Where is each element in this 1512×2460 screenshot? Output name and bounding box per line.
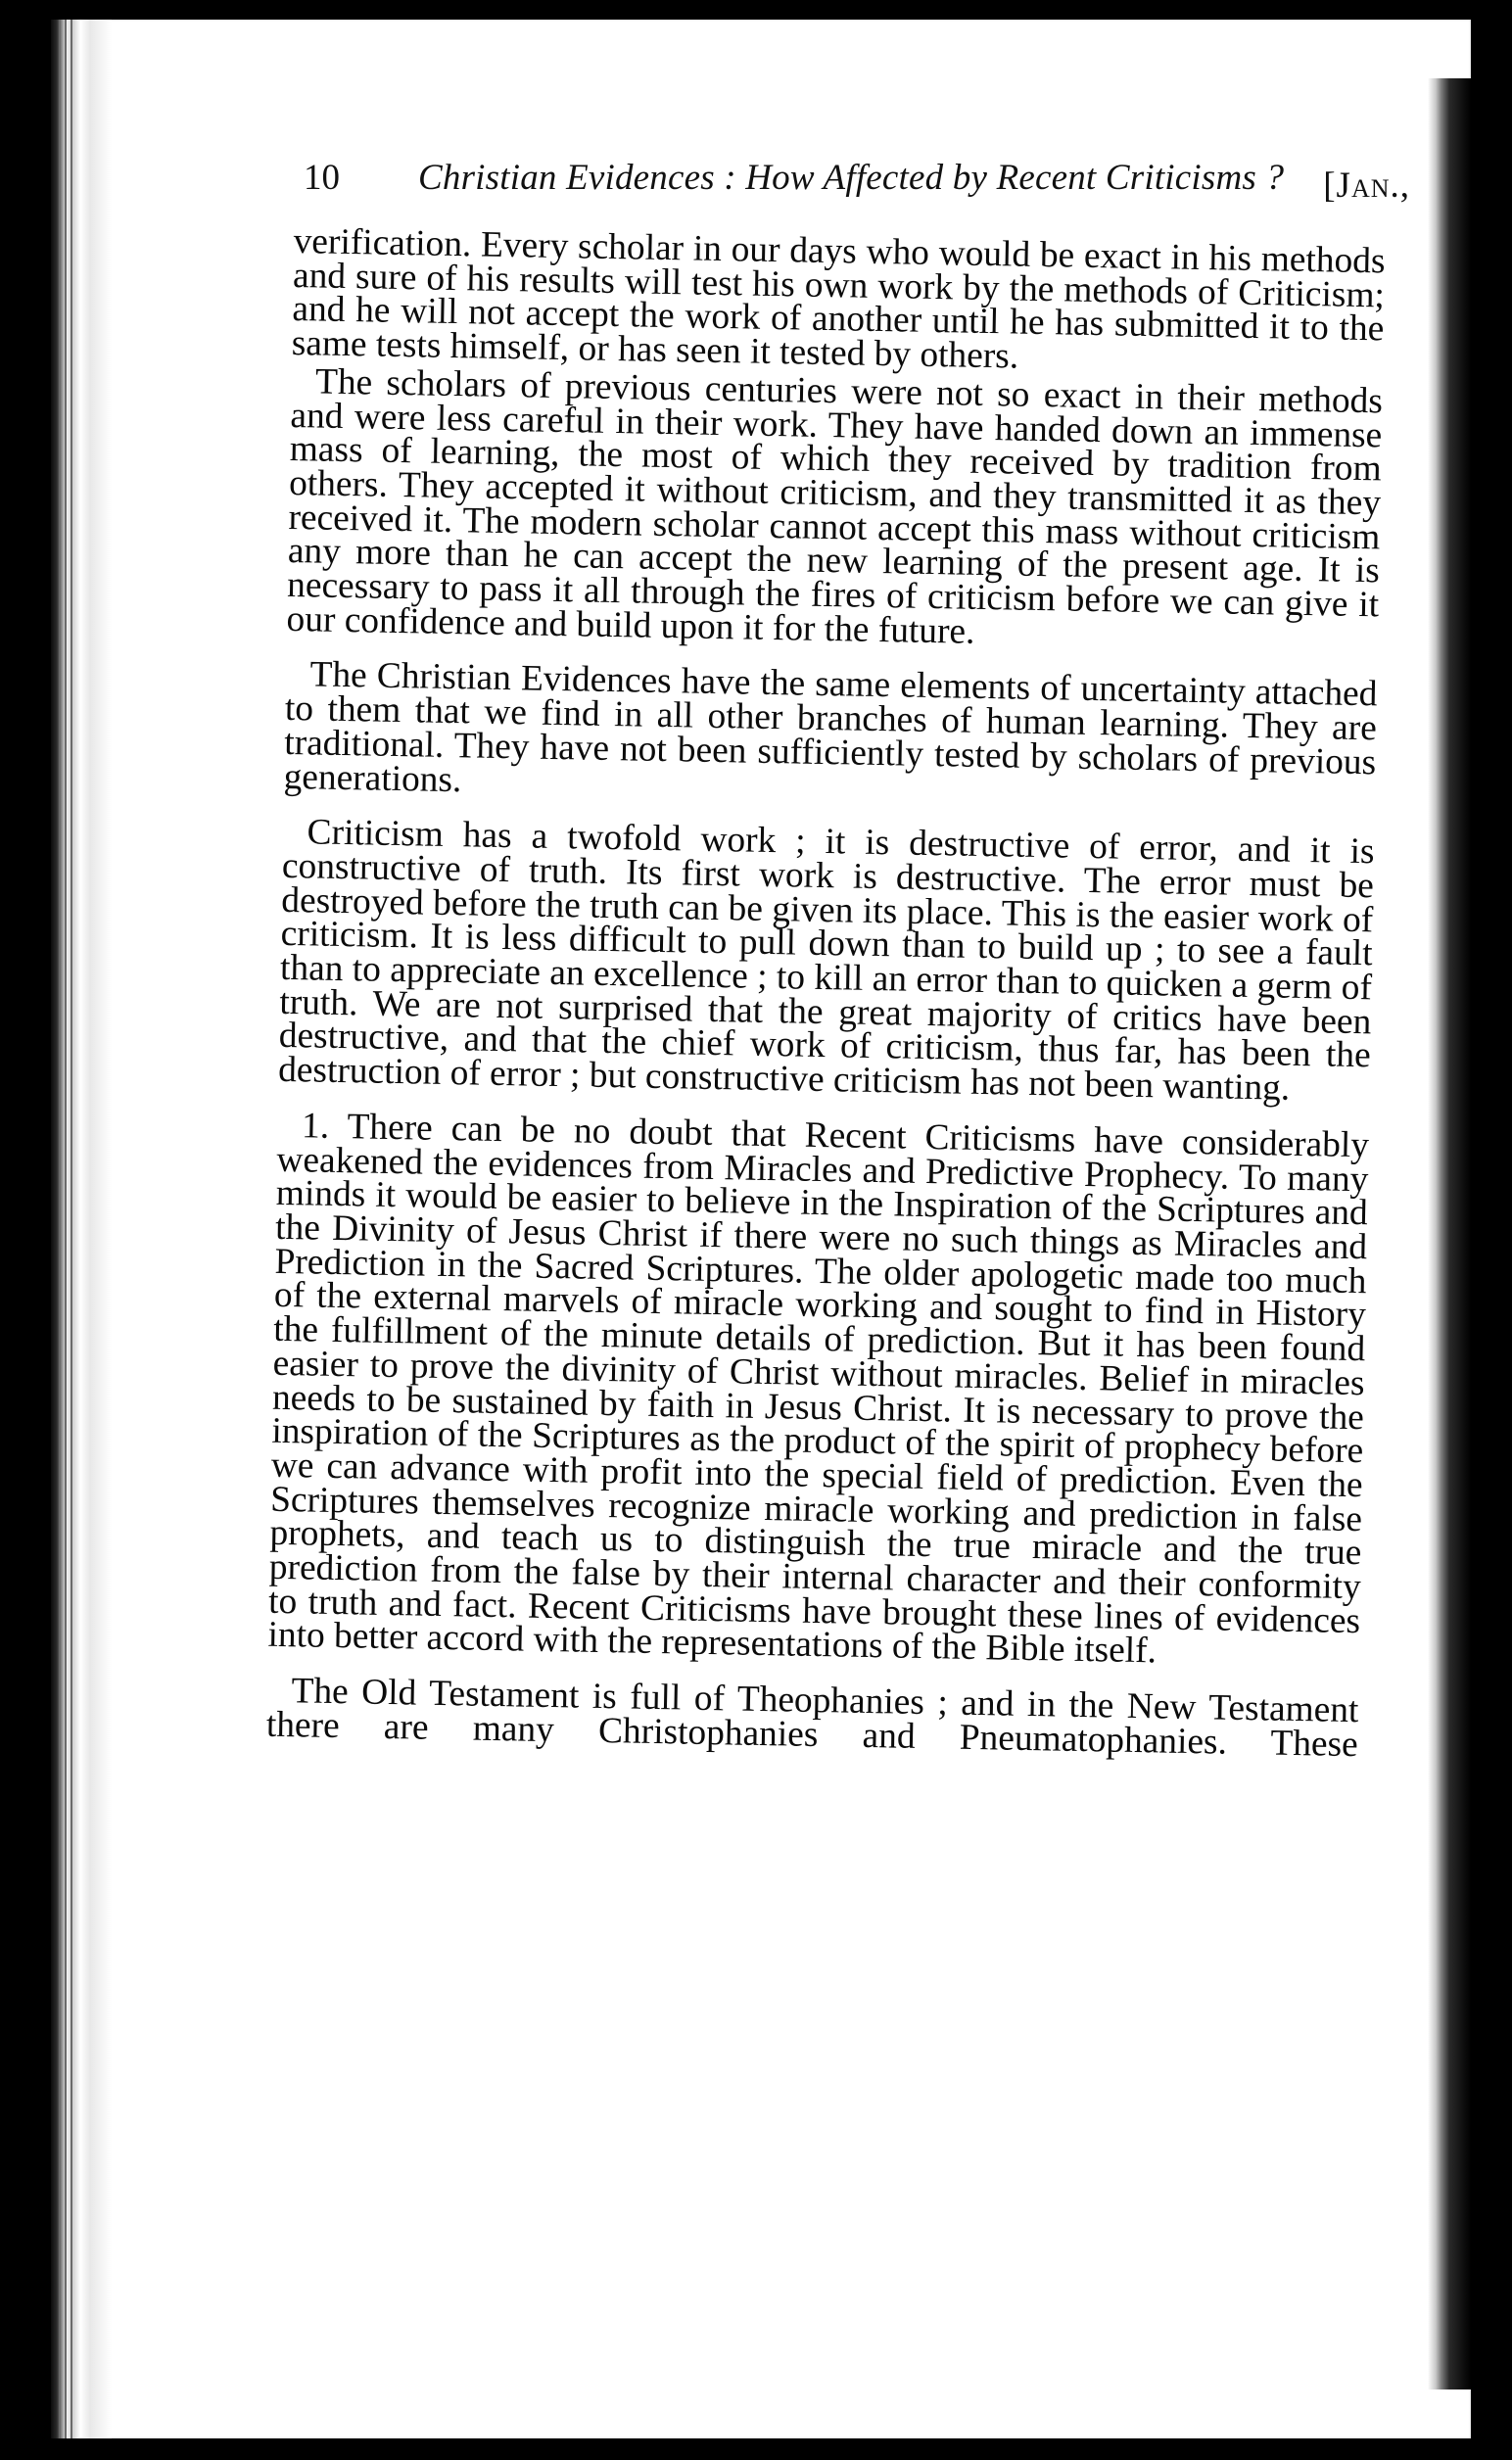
binding-line xyxy=(71,20,72,2438)
running-header xyxy=(304,157,1410,215)
paragraph-1: verification. Every scholar in our days who would be exact in his methods and sure of his results will test his own work by the methods of Criticism; and he will not accept the work of another until he has submitted it to the same tests himself, or has seen it tested by others. xyxy=(291,221,1386,377)
paragraph-4: Criticism has a twofold work ; it is destructive of error, and it is constructive of truth. Its first work is destructive. The error must be destroyed before the truth can be given its place. This is the easier work of criticism. It is less difficult to pull down than to build up ; to see a fault than to appreciate an excellence ; to kill an error than to quicken a germ of truth. We are not surprised that the great majority of critics have been destructive, and that the chief work of criticism, thus far, has been the destruction of error ; but constructive criticism has not been wanting. xyxy=(277,812,1375,1109)
article-body xyxy=(265,221,1386,1765)
paragraph-6: The Old Testament is full of Theophanies ; and in the New Testament there are many Christophanies and Pneumatophanies. These xyxy=(265,1671,1359,1765)
paragraph-3: The Christian Evidences have the same elements of uncertainty attached to them that we find in all other branches of human learning. They are traditional. They have not been sufficiently tested by scholars of previous generations. xyxy=(283,654,1378,800)
page-number: 10 xyxy=(304,158,340,198)
binding-line xyxy=(59,20,61,2438)
binding-line xyxy=(65,20,67,2438)
running-date: [Jan., xyxy=(1323,166,1410,206)
book-binding xyxy=(51,20,112,2438)
running-title: Christian Evidences : How Affected by Recent Criticisms ? xyxy=(418,158,1285,198)
page-edge-shadow xyxy=(1428,78,1471,2389)
paragraph-2: The scholars of previous centuries were not so exact in their methods and were less careful in their work. They have handed down an immense mass of learning, the most of which they received by tradition from others. They accepted it without criticism, and they transmitted it as they received it. The modern scholar cannot accept this mass without criticism any more than he can accept the new learning of the present age. It is necessary to pass it all through the fires of criticism before we can give it our confidence and build upon it for the future. xyxy=(286,361,1384,652)
paragraph-5: 1. There can be no doubt that Recent Criticisms have considerably weakened the evidences from Miracles and Predictive Prophecy. To many minds it would be easier to believe in the Inspiration of the Scriptures and the Divinity of Jesus Christ if there were no such things as Miracles and Prediction in the Sacred Scriptures. The older apologetic made too much of the external marvels of miracle working and sought to find in History the fulfillment of the minute details of prediction. But it has been found easier to prove the divinity of Christ without miracles. Belief in miracles needs to be sustained by faith in Jesus Christ. It is necessary to prove the inspiration of the Scriptures as the product of the spirit of prophecy before we can advance with profit into the special field of prediction. Even the Scriptures themselves recognize miracle working and prediction in false prophets, and teach us to distinguish the true miracle and the true prediction from the false by their internal character and their conformity to truth and fact. Recent Criticisms have brought these lines of evidences into better accord with the representations of the Bible itself. xyxy=(267,1106,1370,1672)
